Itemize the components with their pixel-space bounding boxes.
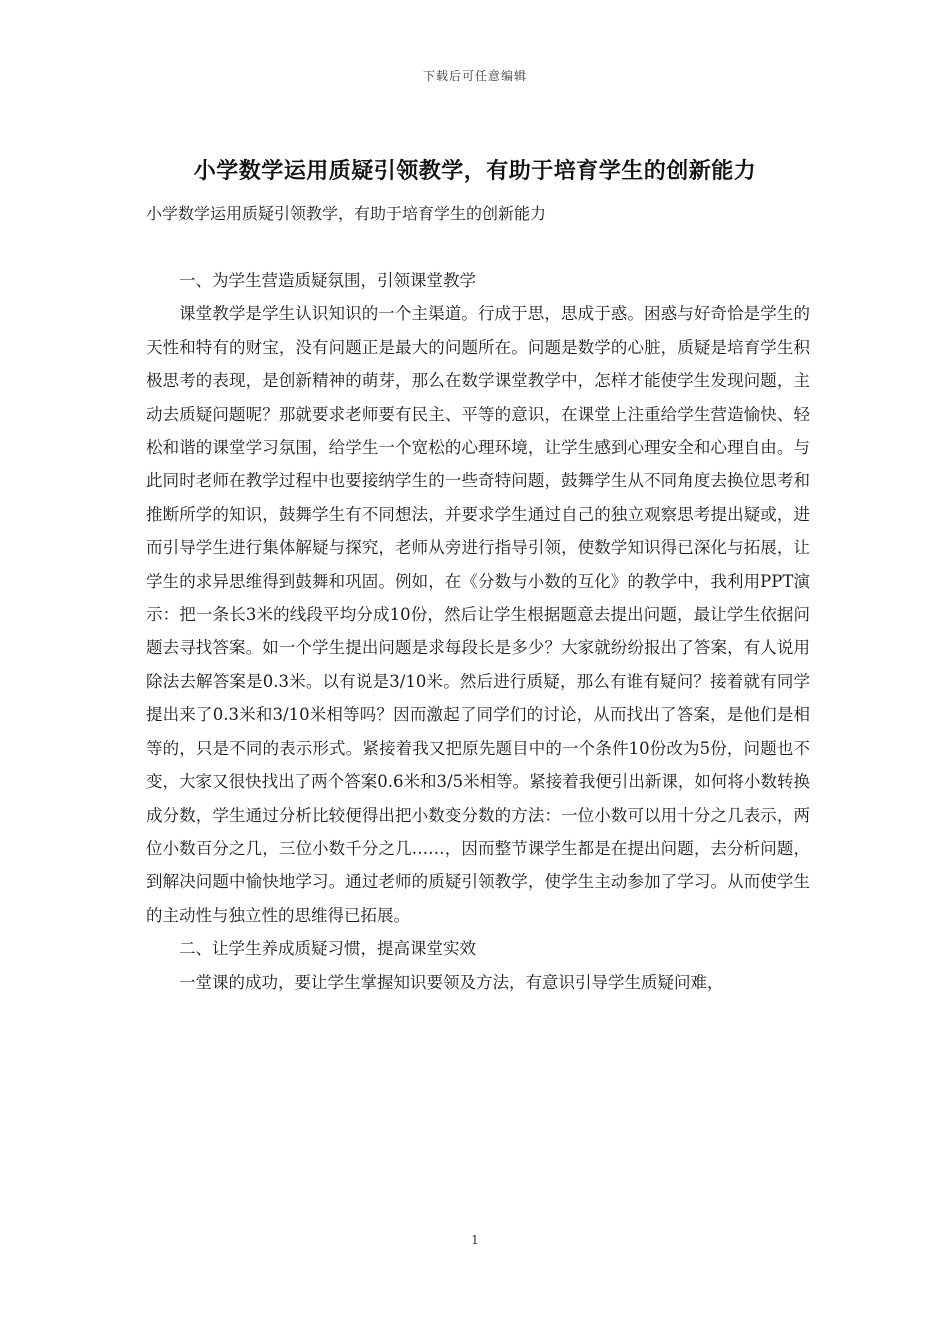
header-note: 下载后可任意编辑 <box>422 69 527 83</box>
section-heading: 二、让学生养成质疑习惯，提高课堂实效 <box>179 939 476 959</box>
document-title: 小学数学运用质疑引领教学，有助于培育学生的创新能力 <box>193 158 757 184</box>
document-subtitle: 小学数学运用质疑引领教学，有助于培育学生的创新能力 <box>146 204 547 223</box>
body-paragraph: 一堂课的成功，要让学生掌握知识要领及方法，有意识引导学生质疑问难， <box>179 972 724 992</box>
body-paragraph: 课堂教学是学生认识知识的一个主渠道。行成于思，思成于惑。困惑与好奇恰是学生的天性和特有的财宝，没有问题正是最大的问题所在。问题是数学的心脏，质疑是培育学生积极思考的表现，是创新精神的萌芽，那么在数学课堂教学中，怎样才能使学生发现问题，主动去质疑问题呢？那就要求老师要有民主、平等的意识，在课堂上注重给学生营造愉快、轻松和谐的课堂学习氛围，给学生一个宽松的心理环境，让学生感到心理安全和心理自由。与此同时老师在教学过程中也要接纳学生的一些奇特问题，鼓舞学生从不同角度去换位思考和推断所学的知识，鼓舞学生有不同想法，并要求学生通过自己的独立观察思考提出疑或，进而引导学生进行集体解疑与探究，老师从旁进行指导引领，使数学知识得已深化与拓展，让学生的求异思维得到鼓舞和巩固。例如，在《分数与小数的互化》的教学中，我利用PPT演示：把一条长3米的线段平均分成10份，然后让学生根据题意去提出问题，最让学生依据问题去寻找答案。如一个学生提出问题是求每段长是多少？大家就纷纷报出了答案，有人说用除法去解答案是0.3米。以有说是3/10米。然后进行质疑，那么有谁有疑问？接着就有同学提出来了0.3米和3/10米相等吗？因而激起了同学们的讨论，从而找出了答案，是他们是相等的，只是不同的表示形式。紧接着我又把原先题目中的一个条件10份改为5份，问题也不变，大家又很快找出了两个答案0.6米和3/5米相等。紧接着我便引出新课，如何将小数转换成分数，学生通过分析比较便得出把小数变分数的方法：一位小数可以用十分之几表示，两位小数百分之几，三位小数千分之几……，因而整节课学生都是在提出问题，去分析问题，到解决问题中愉快地学习。通过老师的质疑引领教学，使学生主动参加了学习。从而使学生的主动性与独立性的思维得已拓展。 <box>146 304 810 925</box>
section-heading: 一、为学生营造质疑氛围，引领课堂教学 <box>179 271 476 290</box>
page-number: 1 <box>471 1233 479 1247</box>
document-body <box>146 264 810 999</box>
